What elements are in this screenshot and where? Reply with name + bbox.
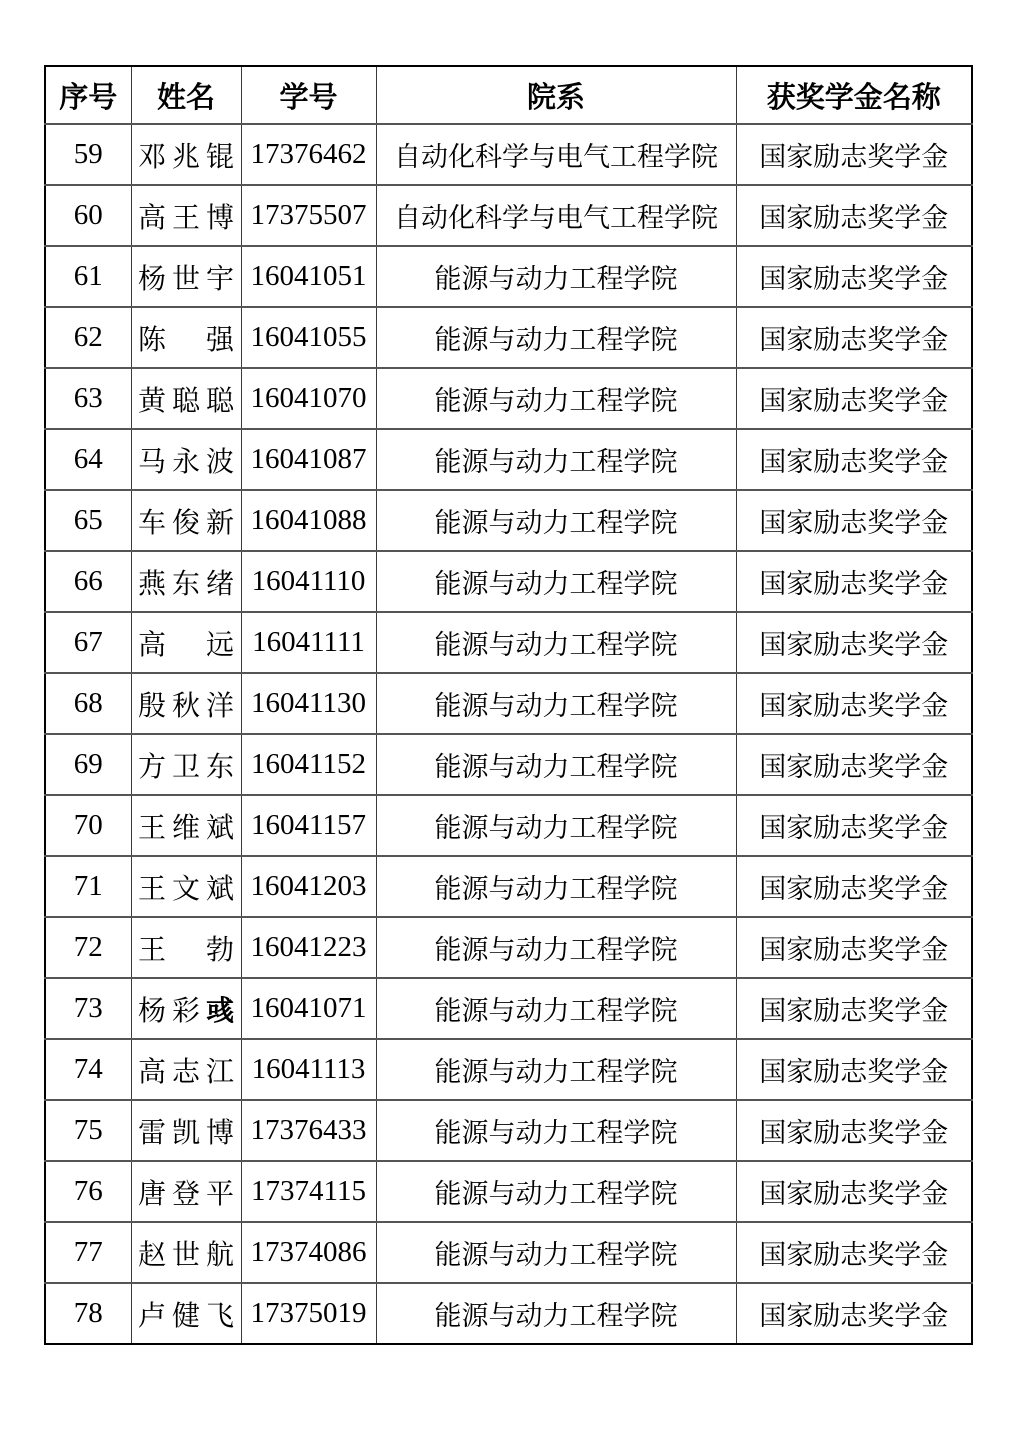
cell-student-name (131, 734, 241, 795)
cell-scholarship-name: 国家励志奖学金 (736, 124, 972, 185)
cell-student-id: 16041071 (241, 978, 376, 1039)
cell-serial-number: 71 (45, 856, 131, 917)
cell-student-id: 17374086 (241, 1222, 376, 1283)
column-header-student-name: 姓名 (131, 66, 241, 124)
cell-serial-number: 74 (45, 1039, 131, 1100)
cell-serial-number: 63 (45, 368, 131, 429)
cell-student-name (131, 612, 241, 673)
table-row (45, 917, 972, 978)
student-name-text: 高远 (138, 629, 234, 661)
cell-student-name (131, 856, 241, 917)
cell-scholarship-name: 国家励志奖学金 (736, 856, 972, 917)
cell-scholarship-name: 国家励志奖学金 (736, 1283, 972, 1344)
cell-student-name (131, 795, 241, 856)
cell-scholarship-name: 国家励志奖学金 (736, 368, 972, 429)
table-row (45, 429, 972, 490)
cell-student-id: 17374115 (241, 1161, 376, 1222)
student-name-text: 杨世宇 (138, 263, 234, 295)
student-name-text: 卢健飞 (138, 1300, 234, 1332)
cell-student-id: 16041157 (241, 795, 376, 856)
cell-student-name (131, 551, 241, 612)
cell-student-id: 16041055 (241, 307, 376, 368)
student-name-text: 陈强 (138, 324, 234, 356)
cell-department: 能源与动力工程学院 (376, 1161, 736, 1222)
table-row (45, 1283, 972, 1344)
student-name-text: 车俊新 (138, 507, 234, 539)
student-name-text: 赵世航 (138, 1239, 234, 1271)
cell-serial-number: 64 (45, 429, 131, 490)
cell-serial-number: 77 (45, 1222, 131, 1283)
cell-scholarship-name: 国家励志奖学金 (736, 307, 972, 368)
cell-student-id: 16041111 (241, 612, 376, 673)
cell-scholarship-name: 国家励志奖学金 (736, 490, 972, 551)
cell-scholarship-name: 国家励志奖学金 (736, 978, 972, 1039)
cell-department: 能源与动力工程学院 (376, 673, 736, 734)
table-row (45, 795, 972, 856)
student-name-text: 王维斌 (138, 812, 234, 844)
cell-serial-number: 61 (45, 246, 131, 307)
cell-student-name (131, 307, 241, 368)
cell-student-name (131, 1161, 241, 1222)
column-header-department: 院系 (376, 66, 736, 124)
cell-student-id: 16041070 (241, 368, 376, 429)
table-row (45, 1222, 972, 1283)
column-header-student-id: 学号 (241, 66, 376, 124)
cell-department: 能源与动力工程学院 (376, 612, 736, 673)
cell-scholarship-name: 国家励志奖学金 (736, 185, 972, 246)
table-row (45, 734, 972, 795)
cell-scholarship-name: 国家励志奖学金 (736, 1222, 972, 1283)
cell-department: 能源与动力工程学院 (376, 307, 736, 368)
cell-department: 能源与动力工程学院 (376, 978, 736, 1039)
cell-department: 能源与动力工程学院 (376, 917, 736, 978)
cell-department: 自动化科学与电气工程学院 (376, 124, 736, 185)
cell-student-id: 16041203 (241, 856, 376, 917)
student-name-text: 王勃 (138, 934, 234, 966)
student-name-text: 王文斌 (138, 873, 234, 905)
table-row (45, 368, 972, 429)
cell-student-id: 16041087 (241, 429, 376, 490)
cell-serial-number: 62 (45, 307, 131, 368)
cell-student-name (131, 246, 241, 307)
cell-serial-number: 75 (45, 1100, 131, 1161)
cell-department: 能源与动力工程学院 (376, 795, 736, 856)
cell-student-name (131, 1222, 241, 1283)
cell-department: 能源与动力工程学院 (376, 1222, 736, 1283)
table-row (45, 856, 972, 917)
student-name-text: 高王博 (138, 202, 234, 234)
student-name-text: 高志江 (138, 1056, 234, 1088)
student-name-text: 唐登平 (138, 1178, 234, 1210)
student-name-text: 杨彩彧 (138, 993, 234, 1027)
cell-student-name (131, 1039, 241, 1100)
cell-student-id: 16041152 (241, 734, 376, 795)
table-row (45, 124, 972, 185)
cell-department: 能源与动力工程学院 (376, 1039, 736, 1100)
table-row (45, 1100, 972, 1161)
cell-scholarship-name: 国家励志奖学金 (736, 1039, 972, 1100)
cell-scholarship-name: 国家励志奖学金 (736, 673, 972, 734)
cell-serial-number: 69 (45, 734, 131, 795)
cell-student-name (131, 490, 241, 551)
cell-serial-number: 67 (45, 612, 131, 673)
cell-student-name (131, 978, 241, 1039)
cell-scholarship-name: 国家励志奖学金 (736, 734, 972, 795)
cell-serial-number: 72 (45, 917, 131, 978)
table-row (45, 1161, 972, 1222)
cell-scholarship-name: 国家励志奖学金 (736, 917, 972, 978)
student-name-text: 燕东绪 (138, 568, 234, 600)
cell-scholarship-name: 国家励志奖学金 (736, 795, 972, 856)
table-row (45, 673, 972, 734)
cell-student-id: 16041130 (241, 673, 376, 734)
cell-department: 能源与动力工程学院 (376, 1100, 736, 1161)
cell-scholarship-name: 国家励志奖学金 (736, 429, 972, 490)
cell-student-id: 16041223 (241, 917, 376, 978)
column-header-scholarship-name: 获奖学金名称 (736, 66, 972, 124)
student-name-text: 黄聪聪 (138, 385, 234, 417)
student-name-text: 殷秋洋 (138, 690, 234, 722)
cell-serial-number: 76 (45, 1161, 131, 1222)
table-row (45, 551, 972, 612)
cell-serial-number: 68 (45, 673, 131, 734)
cell-student-name (131, 1100, 241, 1161)
cell-student-name (131, 1283, 241, 1344)
student-name-text: 雷凯博 (138, 1117, 234, 1149)
cell-department: 能源与动力工程学院 (376, 368, 736, 429)
cell-student-id: 17376462 (241, 124, 376, 185)
cell-student-id: 16041113 (241, 1039, 376, 1100)
cell-serial-number: 59 (45, 124, 131, 185)
cell-student-id: 16041051 (241, 246, 376, 307)
student-name-text: 马永波 (138, 446, 234, 478)
cell-student-name (131, 673, 241, 734)
cell-scholarship-name: 国家励志奖学金 (736, 1100, 972, 1161)
cell-serial-number: 66 (45, 551, 131, 612)
cell-department: 能源与动力工程学院 (376, 551, 736, 612)
cell-student-id: 17375019 (241, 1283, 376, 1344)
table-header-row (45, 66, 972, 124)
table-row (45, 490, 972, 551)
cell-serial-number: 70 (45, 795, 131, 856)
cell-scholarship-name: 国家励志奖学金 (736, 1161, 972, 1222)
cell-student-id: 16041110 (241, 551, 376, 612)
cell-department: 能源与动力工程学院 (376, 856, 736, 917)
cell-student-id: 17376433 (241, 1100, 376, 1161)
table-row (45, 246, 972, 307)
student-name-text: 方卫东 (138, 751, 234, 783)
table-row (45, 1039, 972, 1100)
cell-scholarship-name: 国家励志奖学金 (736, 612, 972, 673)
cell-student-id: 16041088 (241, 490, 376, 551)
cell-department: 能源与动力工程学院 (376, 490, 736, 551)
cell-department: 能源与动力工程学院 (376, 429, 736, 490)
cell-department: 能源与动力工程学院 (376, 734, 736, 795)
cell-student-name (131, 917, 241, 978)
table-row (45, 612, 972, 673)
cell-serial-number: 65 (45, 490, 131, 551)
cell-scholarship-name: 国家励志奖学金 (736, 246, 972, 307)
cell-serial-number: 73 (45, 978, 131, 1039)
cell-student-name (131, 124, 241, 185)
cell-student-name (131, 429, 241, 490)
scholarship-award-table (44, 65, 973, 1345)
cell-student-id: 17375507 (241, 185, 376, 246)
cell-student-name (131, 368, 241, 429)
cell-department: 能源与动力工程学院 (376, 246, 736, 307)
table-row (45, 307, 972, 368)
cell-scholarship-name: 国家励志奖学金 (736, 551, 972, 612)
cell-department: 自动化科学与电气工程学院 (376, 185, 736, 246)
cell-department: 能源与动力工程学院 (376, 1283, 736, 1344)
column-header-serial-number: 序号 (45, 66, 131, 124)
table-row (45, 185, 972, 246)
cell-serial-number: 60 (45, 185, 131, 246)
cell-serial-number: 78 (45, 1283, 131, 1344)
student-name-text: 邓兆锟 (138, 141, 234, 173)
cell-student-name (131, 185, 241, 246)
table-row (45, 978, 972, 1039)
